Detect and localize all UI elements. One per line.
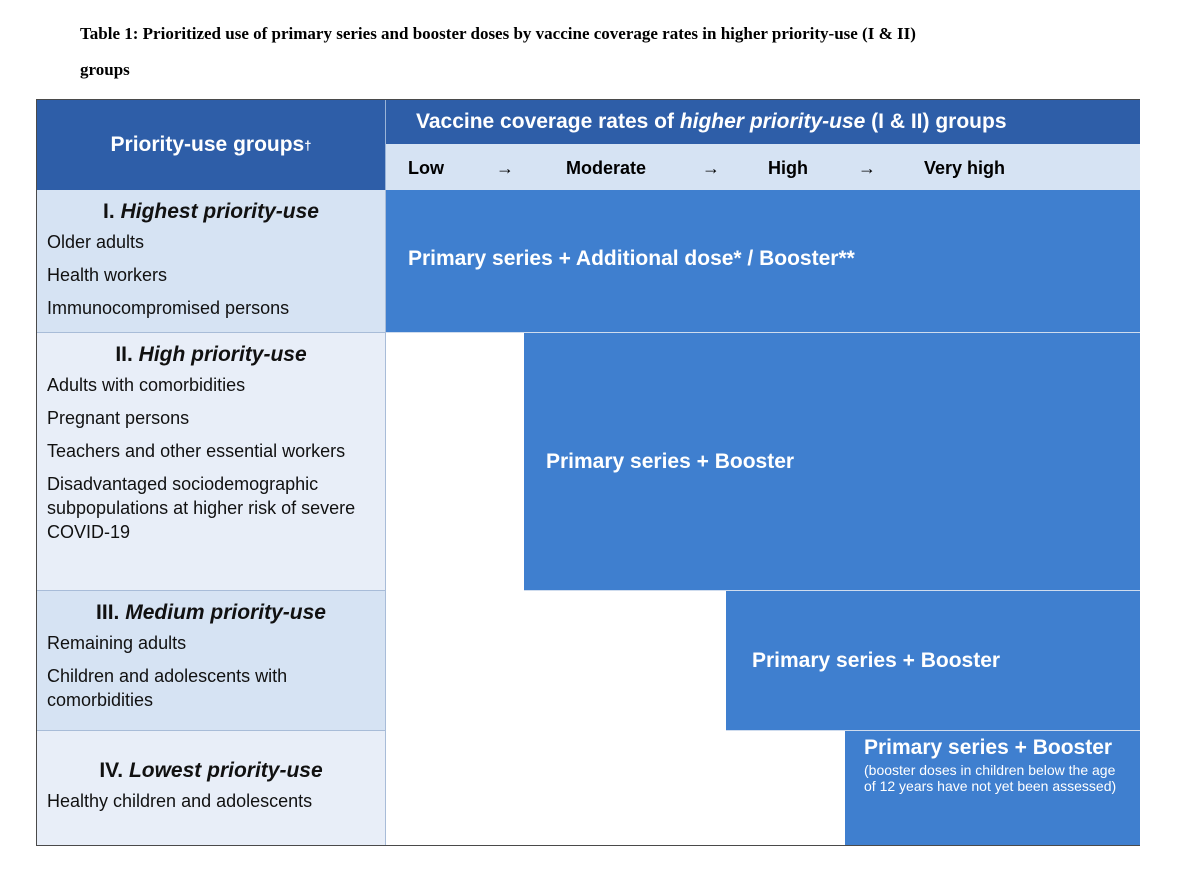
recommendation-group-ii — [524, 333, 1140, 591]
scale-high: High — [768, 158, 808, 178]
header-coverage-suffix: (I & II) groups — [865, 110, 1007, 133]
group-item: Healthy children and adolescents — [47, 791, 313, 811]
recommendation-text: Primary series + Additional dose* / Booster** — [408, 247, 855, 270]
group-item: Adults with comorbidities — [47, 375, 246, 395]
group-iv-cell — [37, 731, 386, 845]
recommendation-group-iv — [845, 731, 1140, 845]
header-coverage-prefix: Vaccine coverage rates of — [416, 110, 680, 133]
group-iii-cell — [37, 591, 386, 731]
coverage-scale-row — [386, 144, 1140, 190]
group-item: Remaining adults — [47, 633, 187, 653]
group-item: Teachers and other essential workers — [47, 441, 346, 461]
group-iii-title: III. Medium priority-use — [96, 601, 326, 624]
header-coverage-emphasis: higher priority-use — [679, 110, 866, 133]
booster-footnote: (booster doses in children below the age of 12 years have not yet been assessed) — [864, 762, 1117, 794]
recommendation-text: Primary series + Booster — [752, 648, 1001, 672]
group-ii-title: II. High priority-use — [115, 343, 307, 366]
header-priority-groups-label: Priority-use groups — [110, 133, 305, 156]
recommendation-text: Primary series + Booster — [546, 449, 795, 473]
group-i-cell — [37, 190, 386, 333]
group-item: Health workers — [47, 265, 168, 285]
group-i-title: I. Highest priority-use — [103, 200, 319, 223]
scale-very-high: Very high — [924, 158, 1006, 178]
group-item: Disadvantaged sociodemographic subpopulations at higher risk of severe COVID-19 — [47, 474, 356, 542]
group-ii-cell — [37, 333, 386, 591]
recommendation-text: Primary series + Booster — [864, 736, 1113, 759]
group-item: Immunocompromised persons — [47, 298, 290, 318]
group-iv-title: IV. Lowest priority-use — [99, 759, 323, 782]
table-caption — [80, 16, 1130, 88]
dagger-mark: † — [304, 137, 312, 153]
recommendation-group-iii — [726, 591, 1140, 731]
header-priority-groups — [37, 100, 386, 190]
arrow-right-icon: → — [858, 158, 876, 178]
group-item: Children and adolescents with comorbidities — [47, 666, 288, 710]
group-item: Older adults — [47, 232, 145, 252]
header-coverage-rates — [386, 100, 1140, 144]
arrow-right-icon: → — [496, 158, 514, 178]
arrow-right-icon: → — [702, 158, 720, 178]
scale-low: Low — [408, 158, 444, 178]
caption-line-1: Table 1: Prioritized use of primary series and booster doses by vaccine coverage rates in higher priority-use (I & II) — [80, 24, 916, 43]
priority-table — [36, 99, 1140, 846]
group-item: Pregnant persons — [47, 408, 190, 428]
recommendation-group-i — [386, 190, 1140, 333]
caption-line-2: groups — [80, 60, 130, 79]
scale-moderate: Moderate — [566, 158, 647, 178]
